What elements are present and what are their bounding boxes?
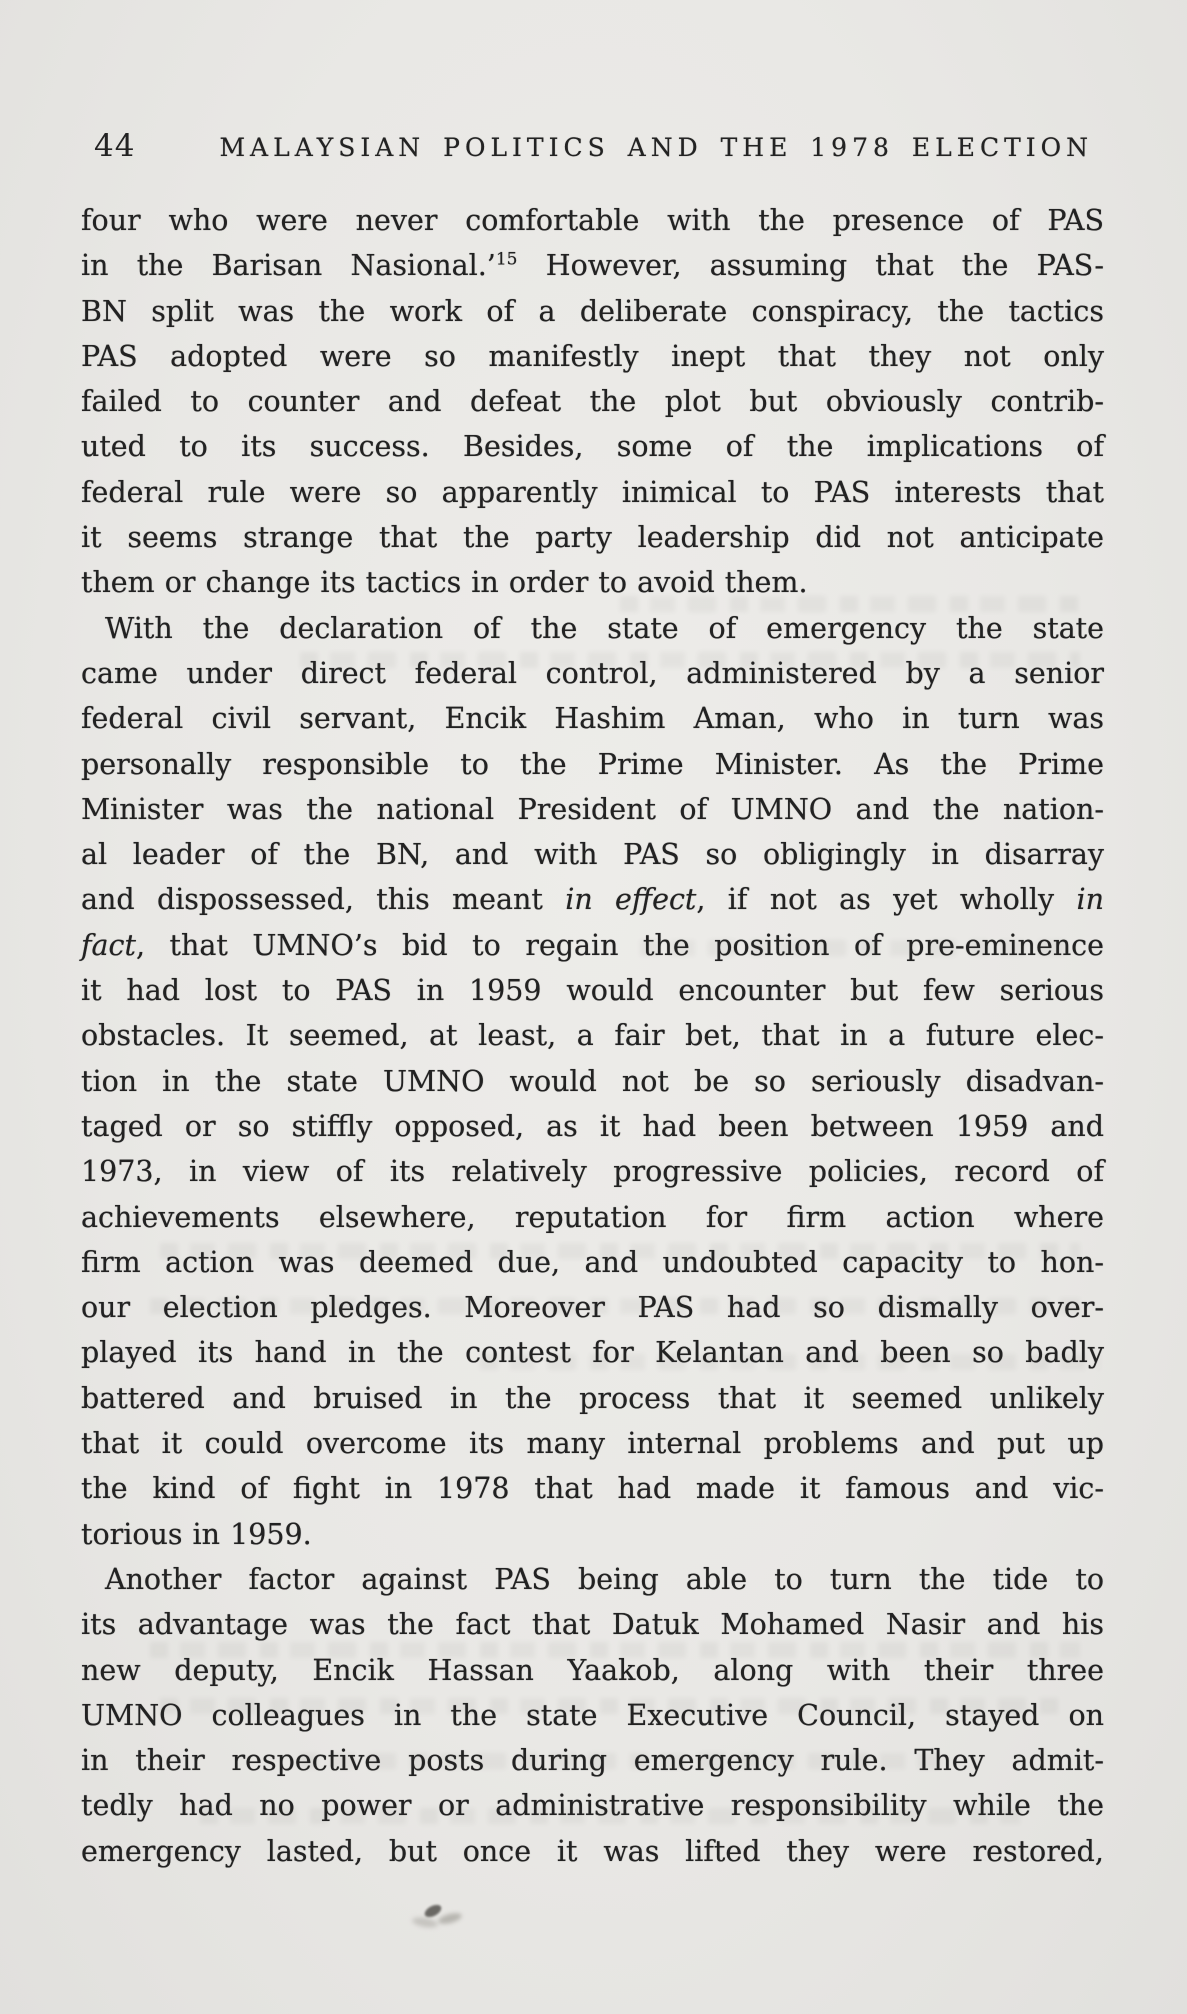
text-line <box>81 1330 1104 1375</box>
text-segment: tedly had no power or administrative responsibility while the <box>81 1789 1104 1823</box>
text-line <box>81 1104 1104 1149</box>
text-segment: it seems strange that the party leadership did not anticipate <box>81 521 1104 555</box>
text-line <box>81 742 1104 787</box>
text-segment: torious in 1959. <box>81 1517 312 1551</box>
text-segment: came under direct federal control, administered by a senior <box>81 656 1104 690</box>
text-line <box>81 923 1104 968</box>
text-line <box>81 877 1104 922</box>
text-line <box>81 1693 1104 1738</box>
text-line <box>81 1421 1104 1466</box>
text-segment: obstacles. It seemed, at least, a fair bet, that in a future elec- <box>81 1019 1104 1053</box>
page-body <box>81 198 1104 1874</box>
text-segment: , that UMNO’s bid to regain the position of pre-eminence <box>135 928 1104 962</box>
text-segment: taged or so stiffly opposed, as it had been between 1959 and <box>81 1109 1104 1143</box>
ink-smudge <box>411 1916 438 1929</box>
text-line <box>81 1195 1104 1240</box>
text-segment: federal civil servant, Encik Hashim Aman, who in turn was <box>81 702 1104 736</box>
text-line <box>81 515 1104 560</box>
running-head-row <box>81 128 1104 164</box>
text-line <box>81 334 1104 379</box>
text-line <box>81 1149 1104 1194</box>
text-segment: UMNO colleagues in the state Executive Council, stayed on <box>81 1698 1104 1732</box>
text-line <box>81 696 1104 741</box>
text-line <box>81 243 1104 288</box>
text-segment: and dispossessed, this meant <box>81 883 566 917</box>
text-segment: new deputy, Encik Hassan Yaakob, along with their three <box>81 1653 1104 1687</box>
text-line <box>81 1285 1104 1330</box>
text-segment: firm action was deemed due, and undoubted capacity to hon- <box>81 1245 1104 1279</box>
text-segment: With the declaration of the state of emergency the state <box>105 611 1104 645</box>
text-segment: fact <box>81 928 136 962</box>
text-line <box>81 651 1104 696</box>
text-line <box>81 606 1104 651</box>
text-segment: federal rule were so apparently inimical to PAS interests that <box>81 475 1104 509</box>
text-line <box>81 379 1104 424</box>
text-line <box>81 1013 1104 1058</box>
text-segment: in their respective posts during emergency rule. They admit- <box>81 1744 1104 1778</box>
text-segment: tion in the state UMNO would not be so seriously disadvan- <box>81 1064 1104 1098</box>
text-segment: its advantage was the fact that Datuk Mohamed Nasir and his <box>81 1608 1104 1642</box>
text-segment: PAS adopted were so manifestly inept that they not only <box>81 339 1104 373</box>
text-segment: 1973, in view of its relatively progressive policies, record of <box>81 1155 1104 1189</box>
text-segment: BN split was the work of a deliberate conspiracy, the tactics <box>81 294 1104 328</box>
page-number: 44 <box>94 128 136 164</box>
text-line <box>81 1648 1104 1693</box>
text-line <box>81 1829 1104 1874</box>
text-segment: it had lost to PAS in 1959 would encounter but few serious <box>81 974 1104 1008</box>
text-segment: Another factor against PAS being able to turn the tide to <box>105 1562 1104 1596</box>
text-line <box>81 424 1104 469</box>
text-line <box>81 470 1104 515</box>
text-line <box>81 832 1104 877</box>
text-segment: that it could overcome its many internal problems and put up <box>81 1427 1104 1461</box>
text-segment: achievements elsewhere, reputation for firm action where <box>81 1200 1104 1234</box>
text-line <box>81 1738 1104 1783</box>
text-segment: our election pledges. Moreover PAS had so dismally over- <box>81 1291 1104 1325</box>
footnote-reference: 15 <box>495 249 518 270</box>
text-segment: However, assuming that the PAS- <box>517 249 1104 283</box>
text-line <box>81 787 1104 832</box>
text-line <box>81 560 1104 605</box>
text-segment: battered and bruised in the process that it seemed unlikely <box>81 1381 1104 1415</box>
running-head: MALAYSIAN POLITICS AND THE 1978 ELECTION <box>219 133 1093 162</box>
text-segment: failed to counter and defeat the plot but obviously contrib- <box>81 385 1104 419</box>
text-segment: the kind of fight in 1978 that had made it famous and vic- <box>81 1472 1104 1506</box>
text-segment: in <box>1076 883 1104 917</box>
text-segment: them or change its tactics in order to avoid them. <box>81 566 808 600</box>
text-segment: Minister was the national President of UMNO and the nation- <box>81 792 1104 826</box>
text-line <box>81 1059 1104 1104</box>
text-line <box>81 968 1104 1013</box>
text-line <box>81 289 1104 334</box>
text-line <box>81 1376 1104 1421</box>
text-segment: personally responsible to the Prime Minister. As the Prime <box>81 747 1104 781</box>
text-line <box>81 1557 1104 1602</box>
text-segment: , if not as yet wholly <box>696 883 1077 917</box>
text-segment: in effect <box>565 883 697 917</box>
text-line <box>81 1240 1104 1285</box>
text-line <box>81 1512 1104 1557</box>
text-segment: in the Barisan Nasional.’ <box>81 249 496 283</box>
text-segment: uted to its success. Besides, some of the implications of <box>81 430 1104 464</box>
text-segment: al leader of the BN, and with PAS so obligingly in disarray <box>81 838 1104 872</box>
text-line <box>81 1602 1104 1647</box>
text-line <box>81 1466 1104 1511</box>
text-segment: played its hand in the contest for Kelantan and been so badly <box>81 1336 1104 1370</box>
text-segment: emergency lasted, but once it was lifted they were restored, <box>81 1834 1104 1868</box>
ink-smudge <box>437 1911 463 1926</box>
text-line <box>81 198 1104 243</box>
text-line <box>81 1783 1104 1828</box>
text-segment: four who were never comfortable with the presence of PAS <box>81 204 1104 237</box>
